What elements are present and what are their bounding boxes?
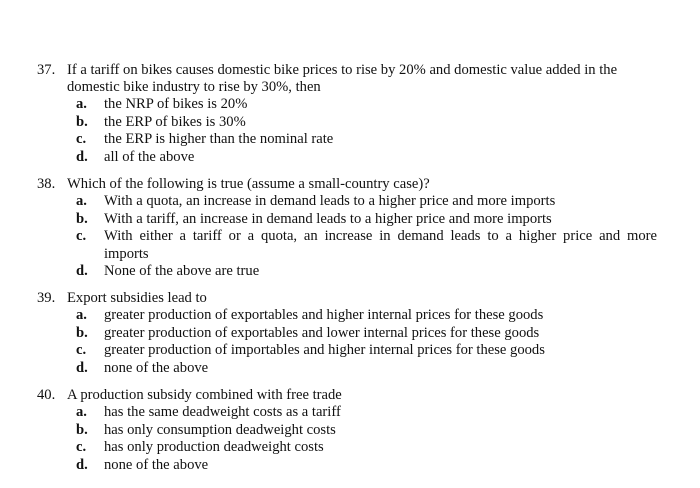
option-b: [37, 114, 657, 132]
option-text: greater production of importables and higher internal prices for these goods: [104, 342, 545, 359]
option-text: none of the above: [104, 456, 209, 473]
option-letter: a.: [76, 307, 87, 323]
option-letter: c.: [76, 131, 87, 148]
option-a: [37, 404, 657, 422]
option-d: [37, 360, 657, 378]
answer-options: [37, 404, 657, 474]
option-a: [37, 307, 657, 325]
option-letter: c.: [76, 228, 87, 245]
option-text: all of the above: [104, 148, 195, 165]
option-letter: c.: [76, 342, 87, 359]
option-text: none of the above: [104, 359, 209, 376]
question-39: [37, 290, 657, 377]
option-text: has only consumption deadweight costs: [104, 421, 336, 438]
option-d: [37, 457, 657, 475]
question-37: [37, 62, 657, 166]
option-letter: b.: [76, 421, 88, 438]
question-number: 39.: [37, 290, 56, 306]
option-c: [37, 439, 657, 457]
question-number: 37.: [37, 62, 56, 78]
option-letter: d.: [76, 263, 88, 280]
option-d: [37, 149, 657, 167]
question-text: A production subsidy combined with free trade: [67, 387, 342, 403]
option-text: None of the above are true: [104, 263, 260, 280]
option-text: has only production deadweight costs: [104, 439, 324, 456]
question-number: 40.: [37, 387, 56, 403]
option-text: With a quota, an increase in demand leads to a higher price and more imports: [104, 193, 556, 209]
option-text: has the same deadweight costs as a tariff: [104, 404, 341, 420]
question-text: Export subsidies lead to: [67, 290, 207, 306]
question-38: [37, 176, 657, 281]
option-b: [37, 211, 657, 229]
answer-options: [37, 193, 657, 281]
option-a: [37, 96, 657, 114]
option-letter: b.: [76, 113, 88, 130]
option-letter: a.: [76, 193, 87, 209]
question-text: If a tariff on bikes causes domestic bike prices to rise by 20% and domestic value added in the domestic bike industry to rise by 30%, then: [67, 62, 618, 95]
option-text: the ERP of bikes is 30%: [104, 113, 246, 130]
option-c: [37, 131, 657, 149]
option-text: the NRP of bikes is 20%: [104, 96, 248, 112]
option-text: greater production of exportables and higher internal prices for these goods: [104, 307, 544, 323]
answer-options: [37, 307, 657, 377]
question-stem: [37, 387, 657, 404]
option-letter: b.: [76, 324, 88, 341]
option-b: [37, 422, 657, 440]
option-letter: c.: [76, 439, 87, 456]
option-c: [37, 342, 657, 360]
option-text: With a tariff, an increase in demand leads to a higher price and more imports: [104, 210, 552, 227]
question-stem: [37, 62, 657, 96]
option-letter: b.: [76, 210, 88, 227]
question-text: Which of the following is true (assume a small-country case)?: [67, 176, 430, 192]
question-40: [37, 387, 657, 474]
option-letter: a.: [76, 96, 87, 112]
option-letter: a.: [76, 404, 87, 420]
option-letter: d.: [76, 456, 88, 473]
option-letter: d.: [76, 359, 88, 376]
option-c: [37, 228, 657, 263]
option-text: greater production of exportables and lower internal prices for these goods: [104, 324, 540, 341]
option-letter: d.: [76, 148, 88, 165]
option-d: [37, 263, 657, 281]
option-b: [37, 325, 657, 343]
question-number: 38.: [37, 176, 56, 192]
question-stem: [37, 290, 657, 307]
option-a: [37, 193, 657, 211]
answer-options: [37, 96, 657, 166]
option-text: With either a tariff or a quota, an increase in demand leads to a higher price and more imports: [104, 228, 657, 262]
question-stem: [37, 176, 657, 193]
option-text: the ERP is higher than the nominal rate: [104, 131, 334, 148]
